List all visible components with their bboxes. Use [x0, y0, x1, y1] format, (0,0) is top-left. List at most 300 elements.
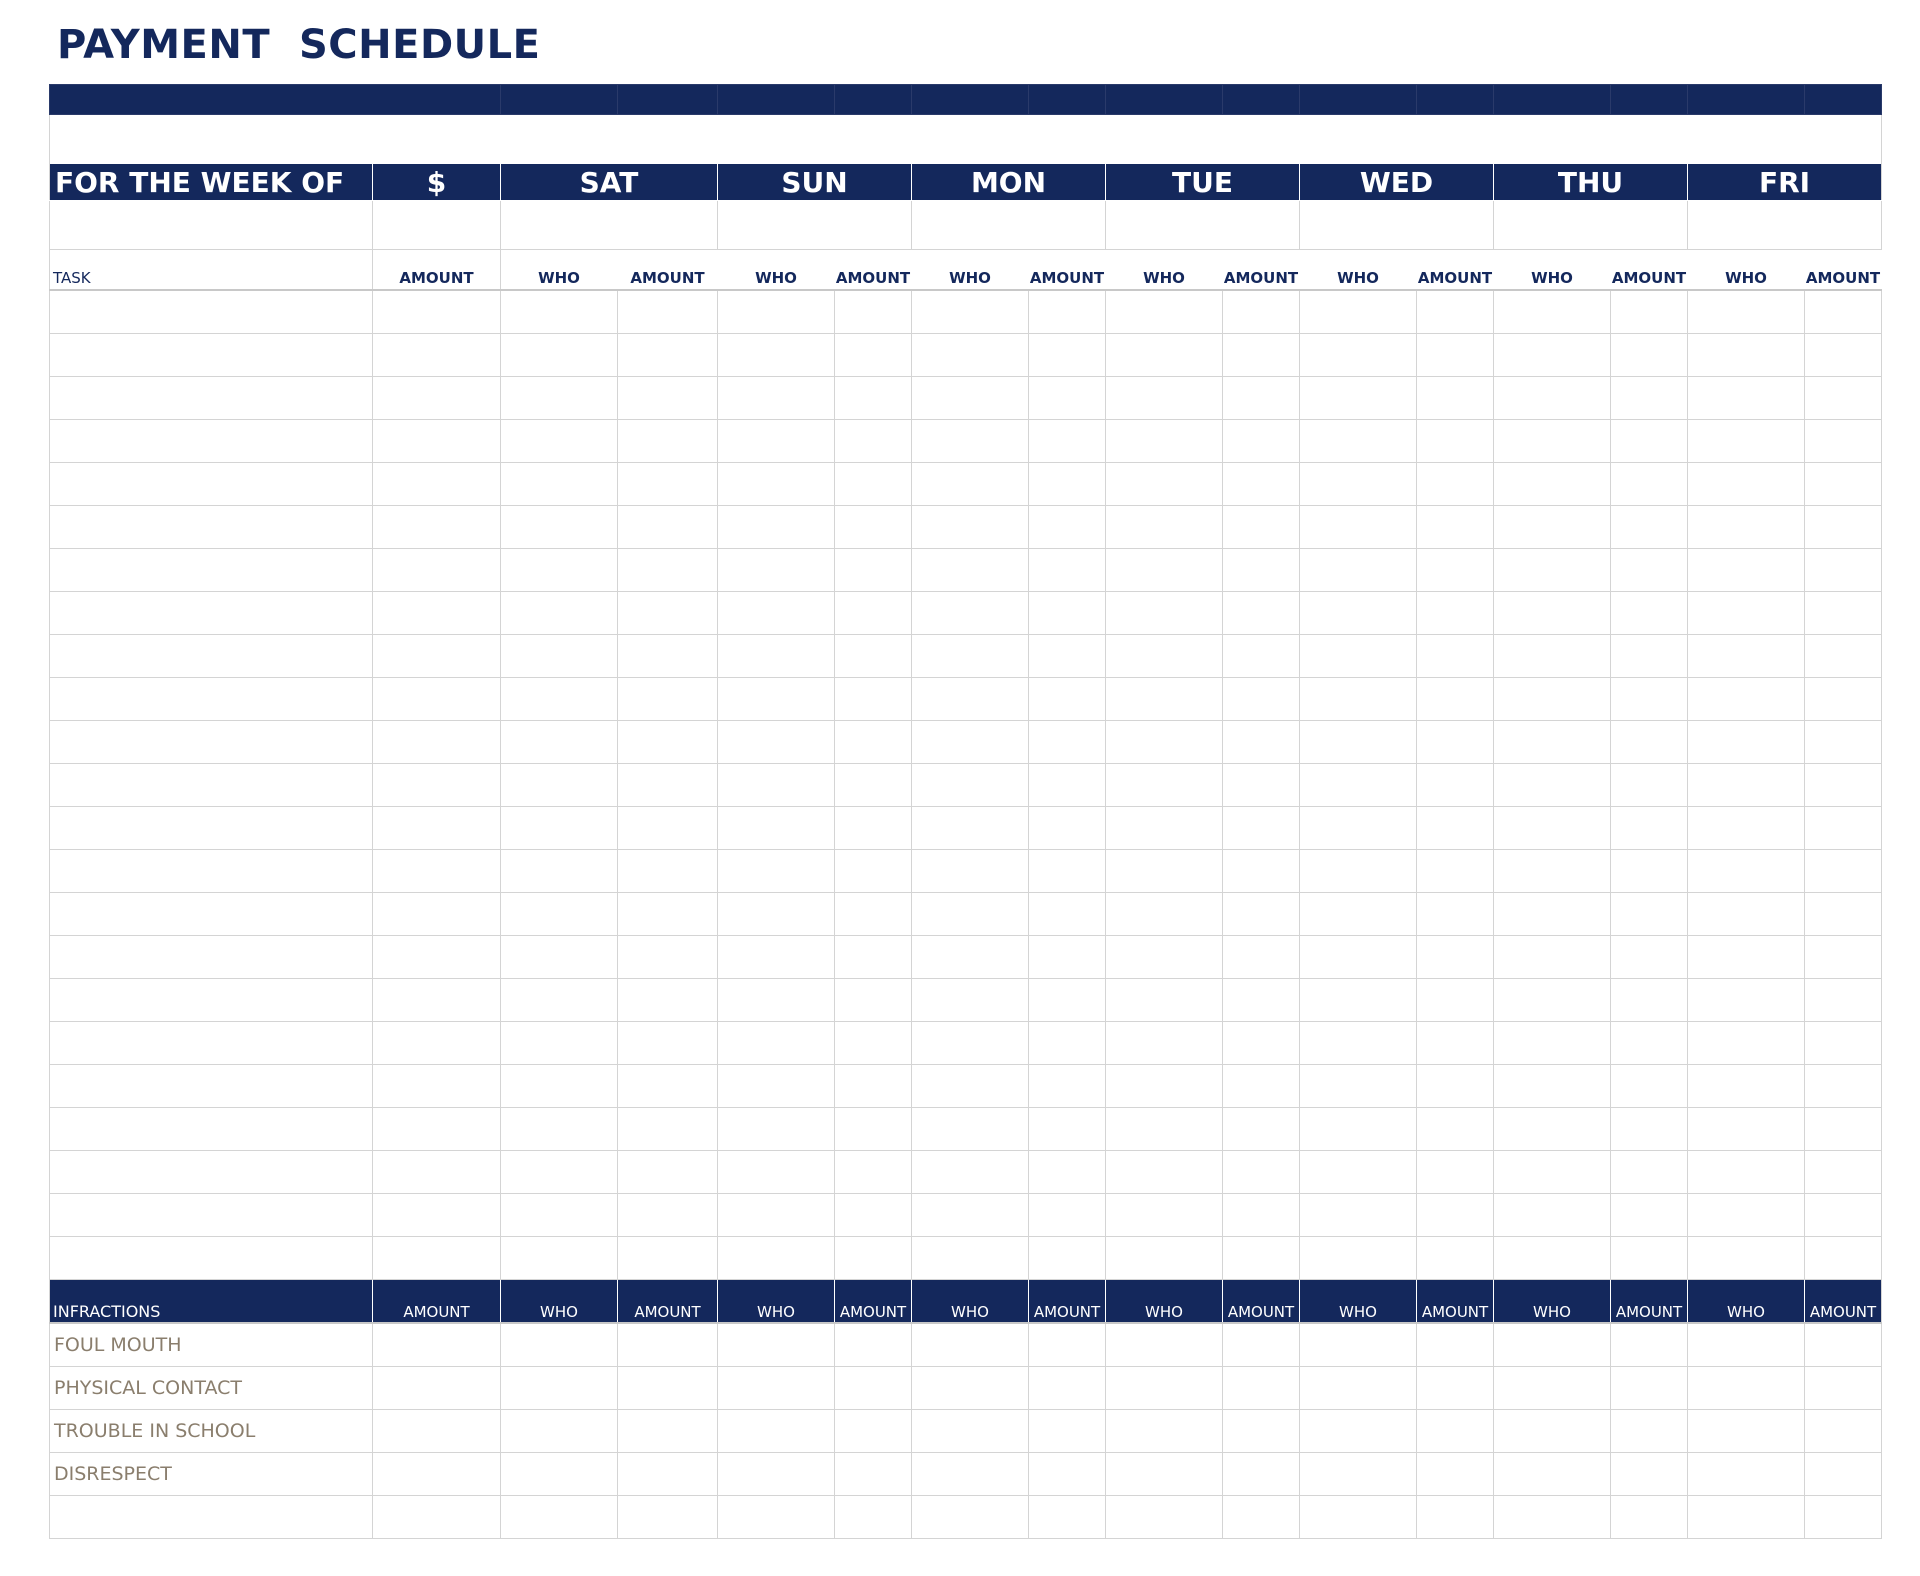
- task-cell[interactable]: [50, 334, 373, 377]
- entry-cell[interactable]: [1494, 1237, 1611, 1280]
- infraction-entry-cell[interactable]: [1300, 1367, 1417, 1410]
- entry-cell[interactable]: [1417, 764, 1494, 807]
- entry-cell[interactable]: [1417, 290, 1494, 334]
- entry-cell[interactable]: [1417, 549, 1494, 592]
- entry-cell[interactable]: [501, 678, 618, 721]
- entry-cell[interactable]: [835, 1065, 912, 1108]
- entry-cell[interactable]: [1805, 1065, 1882, 1108]
- entry-cell[interactable]: [1611, 420, 1688, 463]
- entry-cell[interactable]: [373, 334, 501, 377]
- infraction-entry-cell[interactable]: [1494, 1453, 1611, 1496]
- entry-cell[interactable]: [1417, 850, 1494, 893]
- infraction-entry-cell[interactable]: [1688, 1323, 1805, 1367]
- entry-cell[interactable]: [1029, 1194, 1106, 1237]
- infraction-entry-cell[interactable]: [1417, 1453, 1494, 1496]
- entry-cell[interactable]: [1029, 377, 1106, 420]
- entry-cell[interactable]: [1611, 1022, 1688, 1065]
- entry-cell[interactable]: [835, 1194, 912, 1237]
- entry-cell[interactable]: [1688, 936, 1805, 979]
- entry-cell[interactable]: [1417, 1022, 1494, 1065]
- entry-cell[interactable]: [912, 420, 1029, 463]
- task-cell[interactable]: [50, 290, 373, 334]
- entry-cell[interactable]: [1494, 678, 1611, 721]
- entry-cell[interactable]: [1805, 549, 1882, 592]
- entry-cell[interactable]: [1300, 678, 1417, 721]
- entry-cell[interactable]: [1494, 850, 1611, 893]
- entry-cell[interactable]: [718, 1237, 835, 1280]
- entry-cell[interactable]: [1611, 635, 1688, 678]
- infraction-entry-cell[interactable]: [1494, 1496, 1611, 1539]
- entry-cell[interactable]: [1611, 678, 1688, 721]
- entry-cell[interactable]: [835, 850, 912, 893]
- entry-cell[interactable]: [618, 463, 718, 506]
- entry-cell[interactable]: [1805, 377, 1882, 420]
- entry-cell[interactable]: [1417, 592, 1494, 635]
- infraction-entry-cell[interactable]: [912, 1496, 1029, 1539]
- infraction-entry-cell[interactable]: [1611, 1496, 1688, 1539]
- task-cell[interactable]: [50, 721, 373, 764]
- entry-cell[interactable]: [835, 506, 912, 549]
- entry-cell[interactable]: [1223, 1151, 1300, 1194]
- entry-cell[interactable]: [912, 1237, 1029, 1280]
- day-date-thu[interactable]: [1494, 201, 1688, 250]
- infraction-entry-cell[interactable]: [1106, 1367, 1223, 1410]
- entry-cell[interactable]: [718, 1065, 835, 1108]
- entry-cell[interactable]: [618, 1151, 718, 1194]
- entry-cell[interactable]: [1494, 377, 1611, 420]
- entry-cell[interactable]: [1417, 979, 1494, 1022]
- entry-cell[interactable]: [1688, 1022, 1805, 1065]
- entry-cell[interactable]: [1300, 850, 1417, 893]
- entry-cell[interactable]: [718, 592, 835, 635]
- infraction-entry-cell[interactable]: [1029, 1496, 1106, 1539]
- entry-cell[interactable]: [1223, 1237, 1300, 1280]
- entry-cell[interactable]: [1805, 1194, 1882, 1237]
- entry-cell[interactable]: [1029, 1022, 1106, 1065]
- entry-cell[interactable]: [718, 764, 835, 807]
- infraction-entry-cell[interactable]: [373, 1496, 501, 1539]
- entry-cell[interactable]: [1494, 635, 1611, 678]
- infraction-entry-cell[interactable]: [373, 1410, 501, 1453]
- entry-cell[interactable]: [373, 893, 501, 936]
- infraction-entry-cell[interactable]: [718, 1410, 835, 1453]
- entry-cell[interactable]: [501, 979, 618, 1022]
- entry-cell[interactable]: [1106, 678, 1223, 721]
- entry-cell[interactable]: [618, 1065, 718, 1108]
- entry-cell[interactable]: [1417, 1108, 1494, 1151]
- entry-cell[interactable]: [501, 290, 618, 334]
- entry-cell[interactable]: [1300, 979, 1417, 1022]
- entry-cell[interactable]: [501, 1237, 618, 1280]
- entry-cell[interactable]: [835, 721, 912, 764]
- entry-cell[interactable]: [1223, 1194, 1300, 1237]
- task-cell[interactable]: [50, 506, 373, 549]
- entry-cell[interactable]: [912, 635, 1029, 678]
- entry-cell[interactable]: [1223, 807, 1300, 850]
- entry-cell[interactable]: [835, 1022, 912, 1065]
- entry-cell[interactable]: [501, 549, 618, 592]
- infraction-entry-cell[interactable]: [1688, 1496, 1805, 1539]
- infraction-entry-cell[interactable]: [1494, 1323, 1611, 1367]
- entry-cell[interactable]: [1029, 334, 1106, 377]
- entry-cell[interactable]: [1494, 807, 1611, 850]
- entry-cell[interactable]: [1029, 721, 1106, 764]
- infraction-entry-cell[interactable]: [1300, 1410, 1417, 1453]
- entry-cell[interactable]: [1611, 377, 1688, 420]
- entry-cell[interactable]: [718, 377, 835, 420]
- infraction-entry-cell[interactable]: [618, 1367, 718, 1410]
- infraction-entry-cell[interactable]: [1417, 1323, 1494, 1367]
- entry-cell[interactable]: [1106, 979, 1223, 1022]
- dollar-input[interactable]: [373, 201, 501, 250]
- entry-cell[interactable]: [835, 678, 912, 721]
- entry-cell[interactable]: [718, 1022, 835, 1065]
- entry-cell[interactable]: [835, 1108, 912, 1151]
- entry-cell[interactable]: [1494, 1022, 1611, 1065]
- entry-cell[interactable]: [1805, 678, 1882, 721]
- entry-cell[interactable]: [1611, 290, 1688, 334]
- infraction-entry-cell[interactable]: [618, 1453, 718, 1496]
- entry-cell[interactable]: [1494, 549, 1611, 592]
- entry-cell[interactable]: [912, 678, 1029, 721]
- entry-cell[interactable]: [718, 420, 835, 463]
- entry-cell[interactable]: [912, 1151, 1029, 1194]
- entry-cell[interactable]: [373, 936, 501, 979]
- infraction-entry-cell[interactable]: [1417, 1496, 1494, 1539]
- entry-cell[interactable]: [1300, 1108, 1417, 1151]
- entry-cell[interactable]: [1805, 463, 1882, 506]
- entry-cell[interactable]: [1223, 334, 1300, 377]
- day-date-tue[interactable]: [1106, 201, 1300, 250]
- entry-cell[interactable]: [1223, 420, 1300, 463]
- task-cell[interactable]: [50, 1108, 373, 1151]
- entry-cell[interactable]: [1223, 850, 1300, 893]
- entry-cell[interactable]: [1106, 1022, 1223, 1065]
- infraction-entry-cell[interactable]: [618, 1323, 718, 1367]
- entry-cell[interactable]: [912, 979, 1029, 1022]
- infraction-entry-cell[interactable]: [718, 1453, 835, 1496]
- entry-cell[interactable]: [1688, 1237, 1805, 1280]
- entry-cell[interactable]: [1611, 1237, 1688, 1280]
- entry-cell[interactable]: [618, 506, 718, 549]
- entry-cell[interactable]: [1688, 979, 1805, 1022]
- entry-cell[interactable]: [718, 1194, 835, 1237]
- entry-cell[interactable]: [1300, 506, 1417, 549]
- task-cell[interactable]: [50, 1022, 373, 1065]
- entry-cell[interactable]: [1688, 635, 1805, 678]
- task-cell[interactable]: [50, 807, 373, 850]
- entry-cell[interactable]: [1688, 807, 1805, 850]
- infraction-entry-cell[interactable]: [1106, 1410, 1223, 1453]
- task-cell[interactable]: [50, 592, 373, 635]
- entry-cell[interactable]: [501, 635, 618, 678]
- entry-cell[interactable]: [1223, 721, 1300, 764]
- entry-cell[interactable]: [1611, 764, 1688, 807]
- entry-cell[interactable]: [1688, 1108, 1805, 1151]
- entry-cell[interactable]: [835, 979, 912, 1022]
- entry-cell[interactable]: [1300, 463, 1417, 506]
- entry-cell[interactable]: [1494, 1194, 1611, 1237]
- entry-cell[interactable]: [1494, 721, 1611, 764]
- entry-cell[interactable]: [501, 764, 618, 807]
- entry-cell[interactable]: [373, 420, 501, 463]
- entry-cell[interactable]: [618, 1237, 718, 1280]
- entry-cell[interactable]: [501, 1108, 618, 1151]
- entry-cell[interactable]: [1805, 1108, 1882, 1151]
- entry-cell[interactable]: [618, 420, 718, 463]
- infraction-entry-cell[interactable]: [1300, 1323, 1417, 1367]
- entry-cell[interactable]: [1688, 721, 1805, 764]
- entry-cell[interactable]: [835, 549, 912, 592]
- entry-cell[interactable]: [1106, 549, 1223, 592]
- entry-cell[interactable]: [1300, 721, 1417, 764]
- infraction-entry-cell[interactable]: [501, 1496, 618, 1539]
- day-date-sat[interactable]: [501, 201, 718, 250]
- entry-cell[interactable]: [1300, 592, 1417, 635]
- entry-cell[interactable]: [1300, 1022, 1417, 1065]
- entry-cell[interactable]: [1223, 1065, 1300, 1108]
- entry-cell[interactable]: [1029, 850, 1106, 893]
- entry-cell[interactable]: [1029, 1108, 1106, 1151]
- infraction-entry-cell[interactable]: [373, 1453, 501, 1496]
- entry-cell[interactable]: [1300, 334, 1417, 377]
- entry-cell[interactable]: [501, 936, 618, 979]
- entry-cell[interactable]: [373, 721, 501, 764]
- entry-cell[interactable]: [618, 635, 718, 678]
- entry-cell[interactable]: [718, 549, 835, 592]
- entry-cell[interactable]: [1805, 290, 1882, 334]
- entry-cell[interactable]: [373, 850, 501, 893]
- entry-cell[interactable]: [1029, 549, 1106, 592]
- entry-cell[interactable]: [1223, 893, 1300, 936]
- entry-cell[interactable]: [373, 463, 501, 506]
- entry-cell[interactable]: [1223, 549, 1300, 592]
- entry-cell[interactable]: [501, 463, 618, 506]
- entry-cell[interactable]: [912, 850, 1029, 893]
- entry-cell[interactable]: [501, 807, 618, 850]
- task-cell[interactable]: [50, 1151, 373, 1194]
- infraction-entry-cell[interactable]: [1300, 1453, 1417, 1496]
- entry-cell[interactable]: [1106, 1151, 1223, 1194]
- entry-cell[interactable]: [835, 807, 912, 850]
- entry-cell[interactable]: [1300, 1194, 1417, 1237]
- entry-cell[interactable]: [373, 979, 501, 1022]
- entry-cell[interactable]: [1106, 377, 1223, 420]
- entry-cell[interactable]: [501, 1065, 618, 1108]
- entry-cell[interactable]: [1223, 678, 1300, 721]
- entry-cell[interactable]: [1106, 764, 1223, 807]
- entry-cell[interactable]: [1223, 936, 1300, 979]
- entry-cell[interactable]: [835, 893, 912, 936]
- entry-cell[interactable]: [1223, 1022, 1300, 1065]
- entry-cell[interactable]: [618, 893, 718, 936]
- entry-cell[interactable]: [1106, 463, 1223, 506]
- entry-cell[interactable]: [1106, 506, 1223, 549]
- entry-cell[interactable]: [1805, 721, 1882, 764]
- entry-cell[interactable]: [1417, 1151, 1494, 1194]
- entry-cell[interactable]: [1688, 1194, 1805, 1237]
- entry-cell[interactable]: [1805, 1237, 1882, 1280]
- entry-cell[interactable]: [1611, 549, 1688, 592]
- entry-cell[interactable]: [618, 764, 718, 807]
- infraction-entry-cell[interactable]: [718, 1367, 835, 1410]
- entry-cell[interactable]: [912, 377, 1029, 420]
- entry-cell[interactable]: [718, 635, 835, 678]
- entry-cell[interactable]: [1106, 1237, 1223, 1280]
- entry-cell[interactable]: [373, 1022, 501, 1065]
- infraction-entry-cell[interactable]: [1223, 1496, 1300, 1539]
- entry-cell[interactable]: [1611, 1108, 1688, 1151]
- entry-cell[interactable]: [1300, 936, 1417, 979]
- entry-cell[interactable]: [1417, 1237, 1494, 1280]
- entry-cell[interactable]: [501, 850, 618, 893]
- entry-cell[interactable]: [1106, 420, 1223, 463]
- entry-cell[interactable]: [618, 1108, 718, 1151]
- infraction-entry-cell[interactable]: [501, 1323, 618, 1367]
- entry-cell[interactable]: [1029, 678, 1106, 721]
- entry-cell[interactable]: [1494, 764, 1611, 807]
- entry-cell[interactable]: [912, 764, 1029, 807]
- entry-cell[interactable]: [835, 420, 912, 463]
- entry-cell[interactable]: [618, 334, 718, 377]
- entry-cell[interactable]: [618, 979, 718, 1022]
- entry-cell[interactable]: [912, 592, 1029, 635]
- entry-cell[interactable]: [618, 721, 718, 764]
- entry-cell[interactable]: [835, 463, 912, 506]
- entry-cell[interactable]: [718, 1108, 835, 1151]
- entry-cell[interactable]: [1106, 1108, 1223, 1151]
- infraction-entry-cell[interactable]: [1611, 1410, 1688, 1453]
- entry-cell[interactable]: [1494, 1108, 1611, 1151]
- entry-cell[interactable]: [1223, 377, 1300, 420]
- entry-cell[interactable]: [1029, 506, 1106, 549]
- entry-cell[interactable]: [1805, 334, 1882, 377]
- entry-cell[interactable]: [501, 893, 618, 936]
- entry-cell[interactable]: [1417, 334, 1494, 377]
- entry-cell[interactable]: [1417, 721, 1494, 764]
- entry-cell[interactable]: [1494, 979, 1611, 1022]
- task-cell[interactable]: [50, 893, 373, 936]
- entry-cell[interactable]: [1805, 764, 1882, 807]
- entry-cell[interactable]: [618, 678, 718, 721]
- entry-cell[interactable]: [1029, 764, 1106, 807]
- entry-cell[interactable]: [1223, 1108, 1300, 1151]
- task-cell[interactable]: [50, 549, 373, 592]
- day-date-fri[interactable]: [1688, 201, 1882, 250]
- entry-cell[interactable]: [373, 1108, 501, 1151]
- infraction-entry-cell[interactable]: [1417, 1367, 1494, 1410]
- entry-cell[interactable]: [718, 334, 835, 377]
- task-cell[interactable]: [50, 936, 373, 979]
- task-cell[interactable]: [50, 1237, 373, 1280]
- infraction-entry-cell[interactable]: [373, 1367, 501, 1410]
- entry-cell[interactable]: [501, 1022, 618, 1065]
- entry-cell[interactable]: [501, 506, 618, 549]
- entry-cell[interactable]: [835, 592, 912, 635]
- entry-cell[interactable]: [1611, 506, 1688, 549]
- entry-cell[interactable]: [1805, 893, 1882, 936]
- infraction-entry-cell[interactable]: [1106, 1323, 1223, 1367]
- entry-cell[interactable]: [1029, 893, 1106, 936]
- entry-cell[interactable]: [1611, 1151, 1688, 1194]
- day-date-wed[interactable]: [1300, 201, 1494, 250]
- entry-cell[interactable]: [718, 893, 835, 936]
- entry-cell[interactable]: [1805, 936, 1882, 979]
- entry-cell[interactable]: [718, 290, 835, 334]
- entry-cell[interactable]: [1029, 979, 1106, 1022]
- infraction-entry-cell[interactable]: [1805, 1496, 1882, 1539]
- entry-cell[interactable]: [1805, 592, 1882, 635]
- entry-cell[interactable]: [912, 1065, 1029, 1108]
- infraction-entry-cell[interactable]: [501, 1410, 618, 1453]
- entry-cell[interactable]: [912, 290, 1029, 334]
- entry-cell[interactable]: [1300, 1151, 1417, 1194]
- infraction-entry-cell[interactable]: [835, 1323, 912, 1367]
- entry-cell[interactable]: [1805, 979, 1882, 1022]
- entry-cell[interactable]: [1805, 506, 1882, 549]
- infraction-entry-cell[interactable]: [1688, 1410, 1805, 1453]
- infraction-entry-cell[interactable]: [1029, 1323, 1106, 1367]
- entry-cell[interactable]: [501, 377, 618, 420]
- entry-cell[interactable]: [373, 1151, 501, 1194]
- entry-cell[interactable]: [501, 334, 618, 377]
- infraction-entry-cell[interactable]: [1611, 1323, 1688, 1367]
- infraction-entry-cell[interactable]: [1417, 1410, 1494, 1453]
- entry-cell[interactable]: [912, 334, 1029, 377]
- entry-cell[interactable]: [718, 807, 835, 850]
- entry-cell[interactable]: [1494, 506, 1611, 549]
- entry-cell[interactable]: [1688, 764, 1805, 807]
- infraction-entry-cell[interactable]: [1805, 1453, 1882, 1496]
- infraction-entry-cell[interactable]: [1688, 1367, 1805, 1410]
- entry-cell[interactable]: [718, 463, 835, 506]
- entry-cell[interactable]: [1611, 893, 1688, 936]
- entry-cell[interactable]: [1688, 850, 1805, 893]
- infraction-entry-cell[interactable]: [912, 1410, 1029, 1453]
- entry-cell[interactable]: [835, 290, 912, 334]
- entry-cell[interactable]: [1688, 377, 1805, 420]
- entry-cell[interactable]: [501, 420, 618, 463]
- entry-cell[interactable]: [1300, 549, 1417, 592]
- entry-cell[interactable]: [373, 377, 501, 420]
- entry-cell[interactable]: [1300, 893, 1417, 936]
- entry-cell[interactable]: [1029, 290, 1106, 334]
- entry-cell[interactable]: [618, 377, 718, 420]
- entry-cell[interactable]: [373, 1065, 501, 1108]
- entry-cell[interactable]: [835, 1237, 912, 1280]
- task-cell[interactable]: [50, 764, 373, 807]
- entry-cell[interactable]: [373, 290, 501, 334]
- infraction-entry-cell[interactable]: [618, 1410, 718, 1453]
- entry-cell[interactable]: [1688, 506, 1805, 549]
- entry-cell[interactable]: [1106, 334, 1223, 377]
- entry-cell[interactable]: [1417, 1065, 1494, 1108]
- entry-cell[interactable]: [1029, 1237, 1106, 1280]
- entry-cell[interactable]: [1106, 936, 1223, 979]
- entry-cell[interactable]: [1688, 1151, 1805, 1194]
- entry-cell[interactable]: [718, 678, 835, 721]
- entry-cell[interactable]: [912, 807, 1029, 850]
- infraction-entry-cell[interactable]: [1223, 1323, 1300, 1367]
- entry-cell[interactable]: [1611, 1065, 1688, 1108]
- entry-cell[interactable]: [373, 807, 501, 850]
- entry-cell[interactable]: [373, 678, 501, 721]
- entry-cell[interactable]: [1417, 377, 1494, 420]
- entry-cell[interactable]: [1611, 807, 1688, 850]
- entry-cell[interactable]: [1494, 290, 1611, 334]
- entry-cell[interactable]: [1688, 1065, 1805, 1108]
- entry-cell[interactable]: [618, 850, 718, 893]
